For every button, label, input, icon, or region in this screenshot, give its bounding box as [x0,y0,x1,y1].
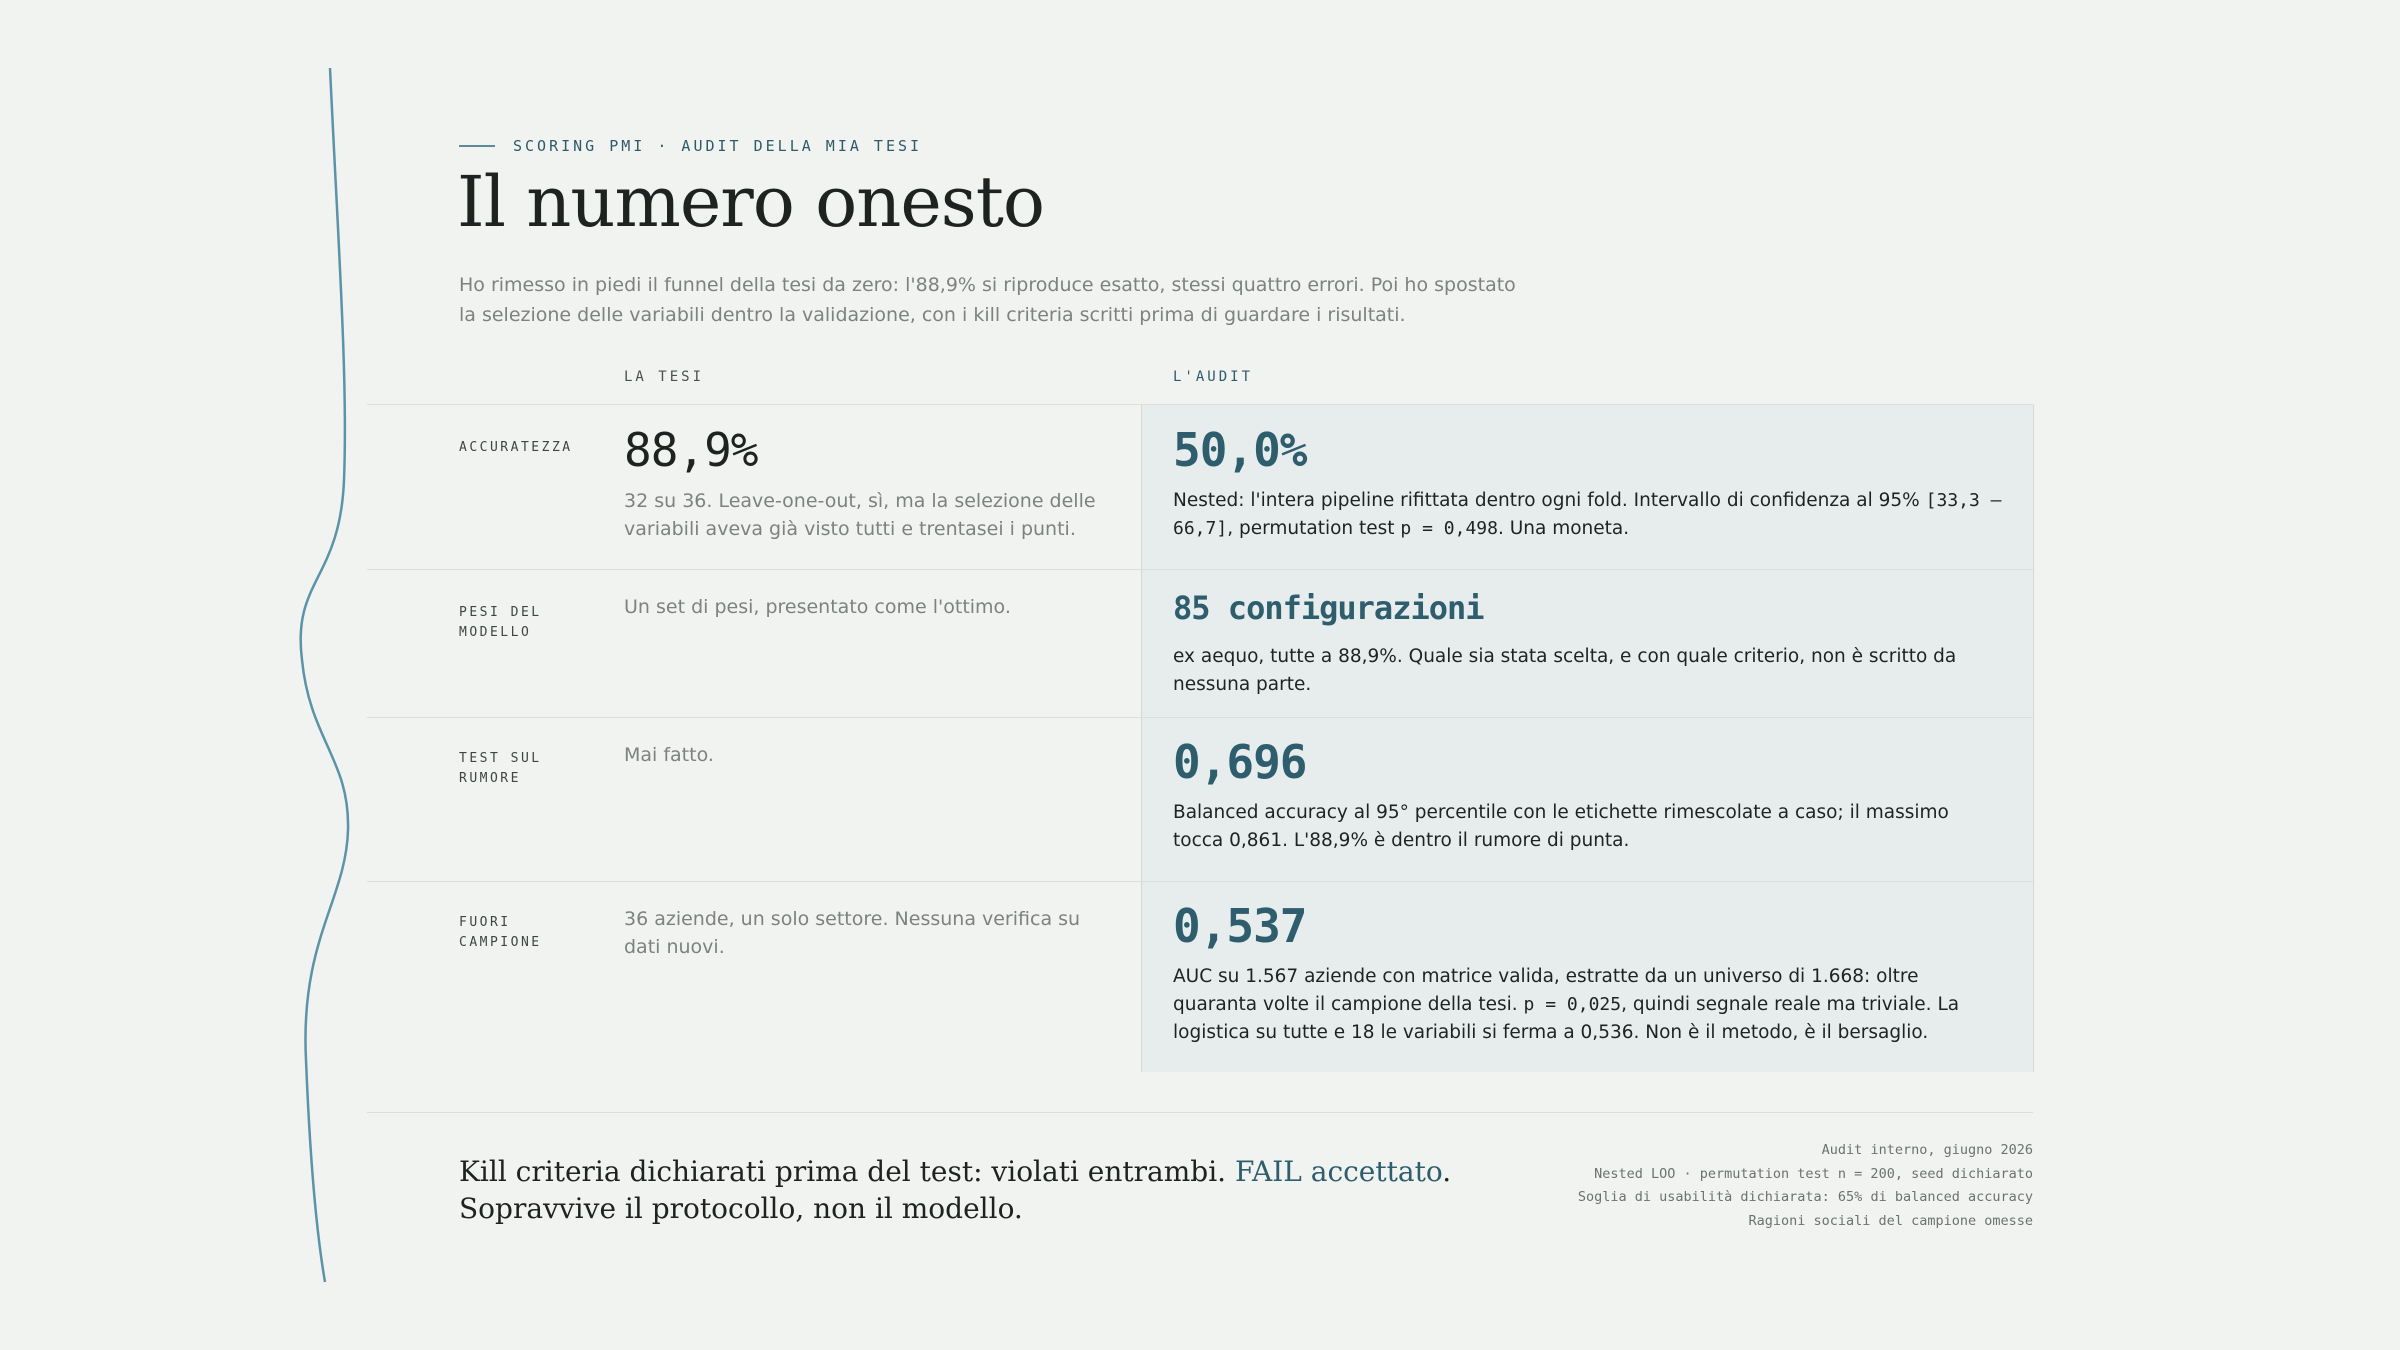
decorative-wave-line [290,60,370,1290]
row-label: FUORI CAMPIONE [459,915,542,950]
audit-text: ex aequo, tutte a 88,9%. Quale sia stata scelta, e con quale criterio, non è scritto da nessuna parte. [1173,646,1957,695]
audit-value: 50,0% [1173,423,1307,477]
footer-divider [367,1112,2033,1113]
tesi-text: Mai fatto. [624,744,714,766]
audit-page [367,0,2033,1350]
verdict-statement: Kill criteria dichiarati prima del test: violati entrambi. FAIL accettato. Sopravvive il protocollo, non il modello. [459,1155,1452,1225]
audit-value: 85 configurazioni [1173,589,1484,627]
footer-notes [1413,1139,2033,1233]
row-label: ACCURATEZZA [459,440,573,455]
tesi-text: Un set di pesi, presentato come l'ottimo. [624,596,1011,618]
eyebrow-text: SCORING PMI · AUDIT DELLA MIA TESI [513,137,923,155]
audit-text: AUC su 1.567 aziende con matrice valida, estratte da un universo di 1.668: oltre quaranta volte il campione della tesi. p = 0,025, quindi segnale reale ma triviale. La logistica su tutte e 18 le variabili si ferma a 0,536. Non è il metodo, è il bersaglio. [1173,966,1960,1043]
audit-value: 0,696 [1173,735,1307,789]
column-header-tesi: LA TESI [624,369,705,385]
table-row-pesi [367,569,2033,718]
column-header-audit: L'AUDIT [1173,369,1254,385]
note-line: Ragioni sociali del campione omesse [1748,1212,2033,1229]
eyebrow [459,137,922,155]
eyebrow-rule [459,145,495,147]
row-label: PESI DEL MODELLO [459,605,542,640]
intro-paragraph: Ho rimesso in piedi il funnel della tesi da zero: l'88,9% si riproduce esatto, stessi quattro errori. Poi ho spostato la selezione delle variabili dentro la validazione, con i kill criteria scritti prima di guardare i risultati. [459,274,1516,326]
table-row-rumore [367,717,2033,882]
verdict-accent: FAIL accettato [1234,1155,1443,1188]
audit-text: Balanced accuracy al 95° percentile con le etichette rimescolate a caso; il massimo tocca 0,861. L'88,9% è dentro il rumore di punta. [1173,802,1949,851]
tesi-text: 36 aziende, un solo settore. Nessuna verifica su dati nuovi. [624,908,1081,958]
tesi-text: 32 su 36. Leave-one-out, sì, ma la selezione delle variabili aveva già visto tutti e trentasei i punti. [624,490,1096,540]
table-row-accuratezza [367,405,2033,570]
note-line: Audit interno, giugno 2026 [1821,1142,2033,1158]
table-row-fuori-campione [367,881,2033,1072]
page-title: Il numero onesto [457,161,1044,243]
audit-value: 0,537 [1173,899,1307,953]
tesi-value: 88,9% [624,423,758,477]
note-line: Nested LOO · permutation test n = 200, seed dichiarato [1594,1165,2033,1182]
row-label: TEST SUL RUMORE [459,751,542,786]
audit-text: Nested: l'intera pipeline rifittata dentro ogni fold. Intervallo di confidenza al 95% [33,3 – 66,7], permutation test p = 0,498. Una moneta. [1173,490,2002,539]
note-line: Soglia di usabilità dichiarata: 65% di balanced accuracy [1577,1189,2033,1205]
comparison-table [367,404,2033,1072]
